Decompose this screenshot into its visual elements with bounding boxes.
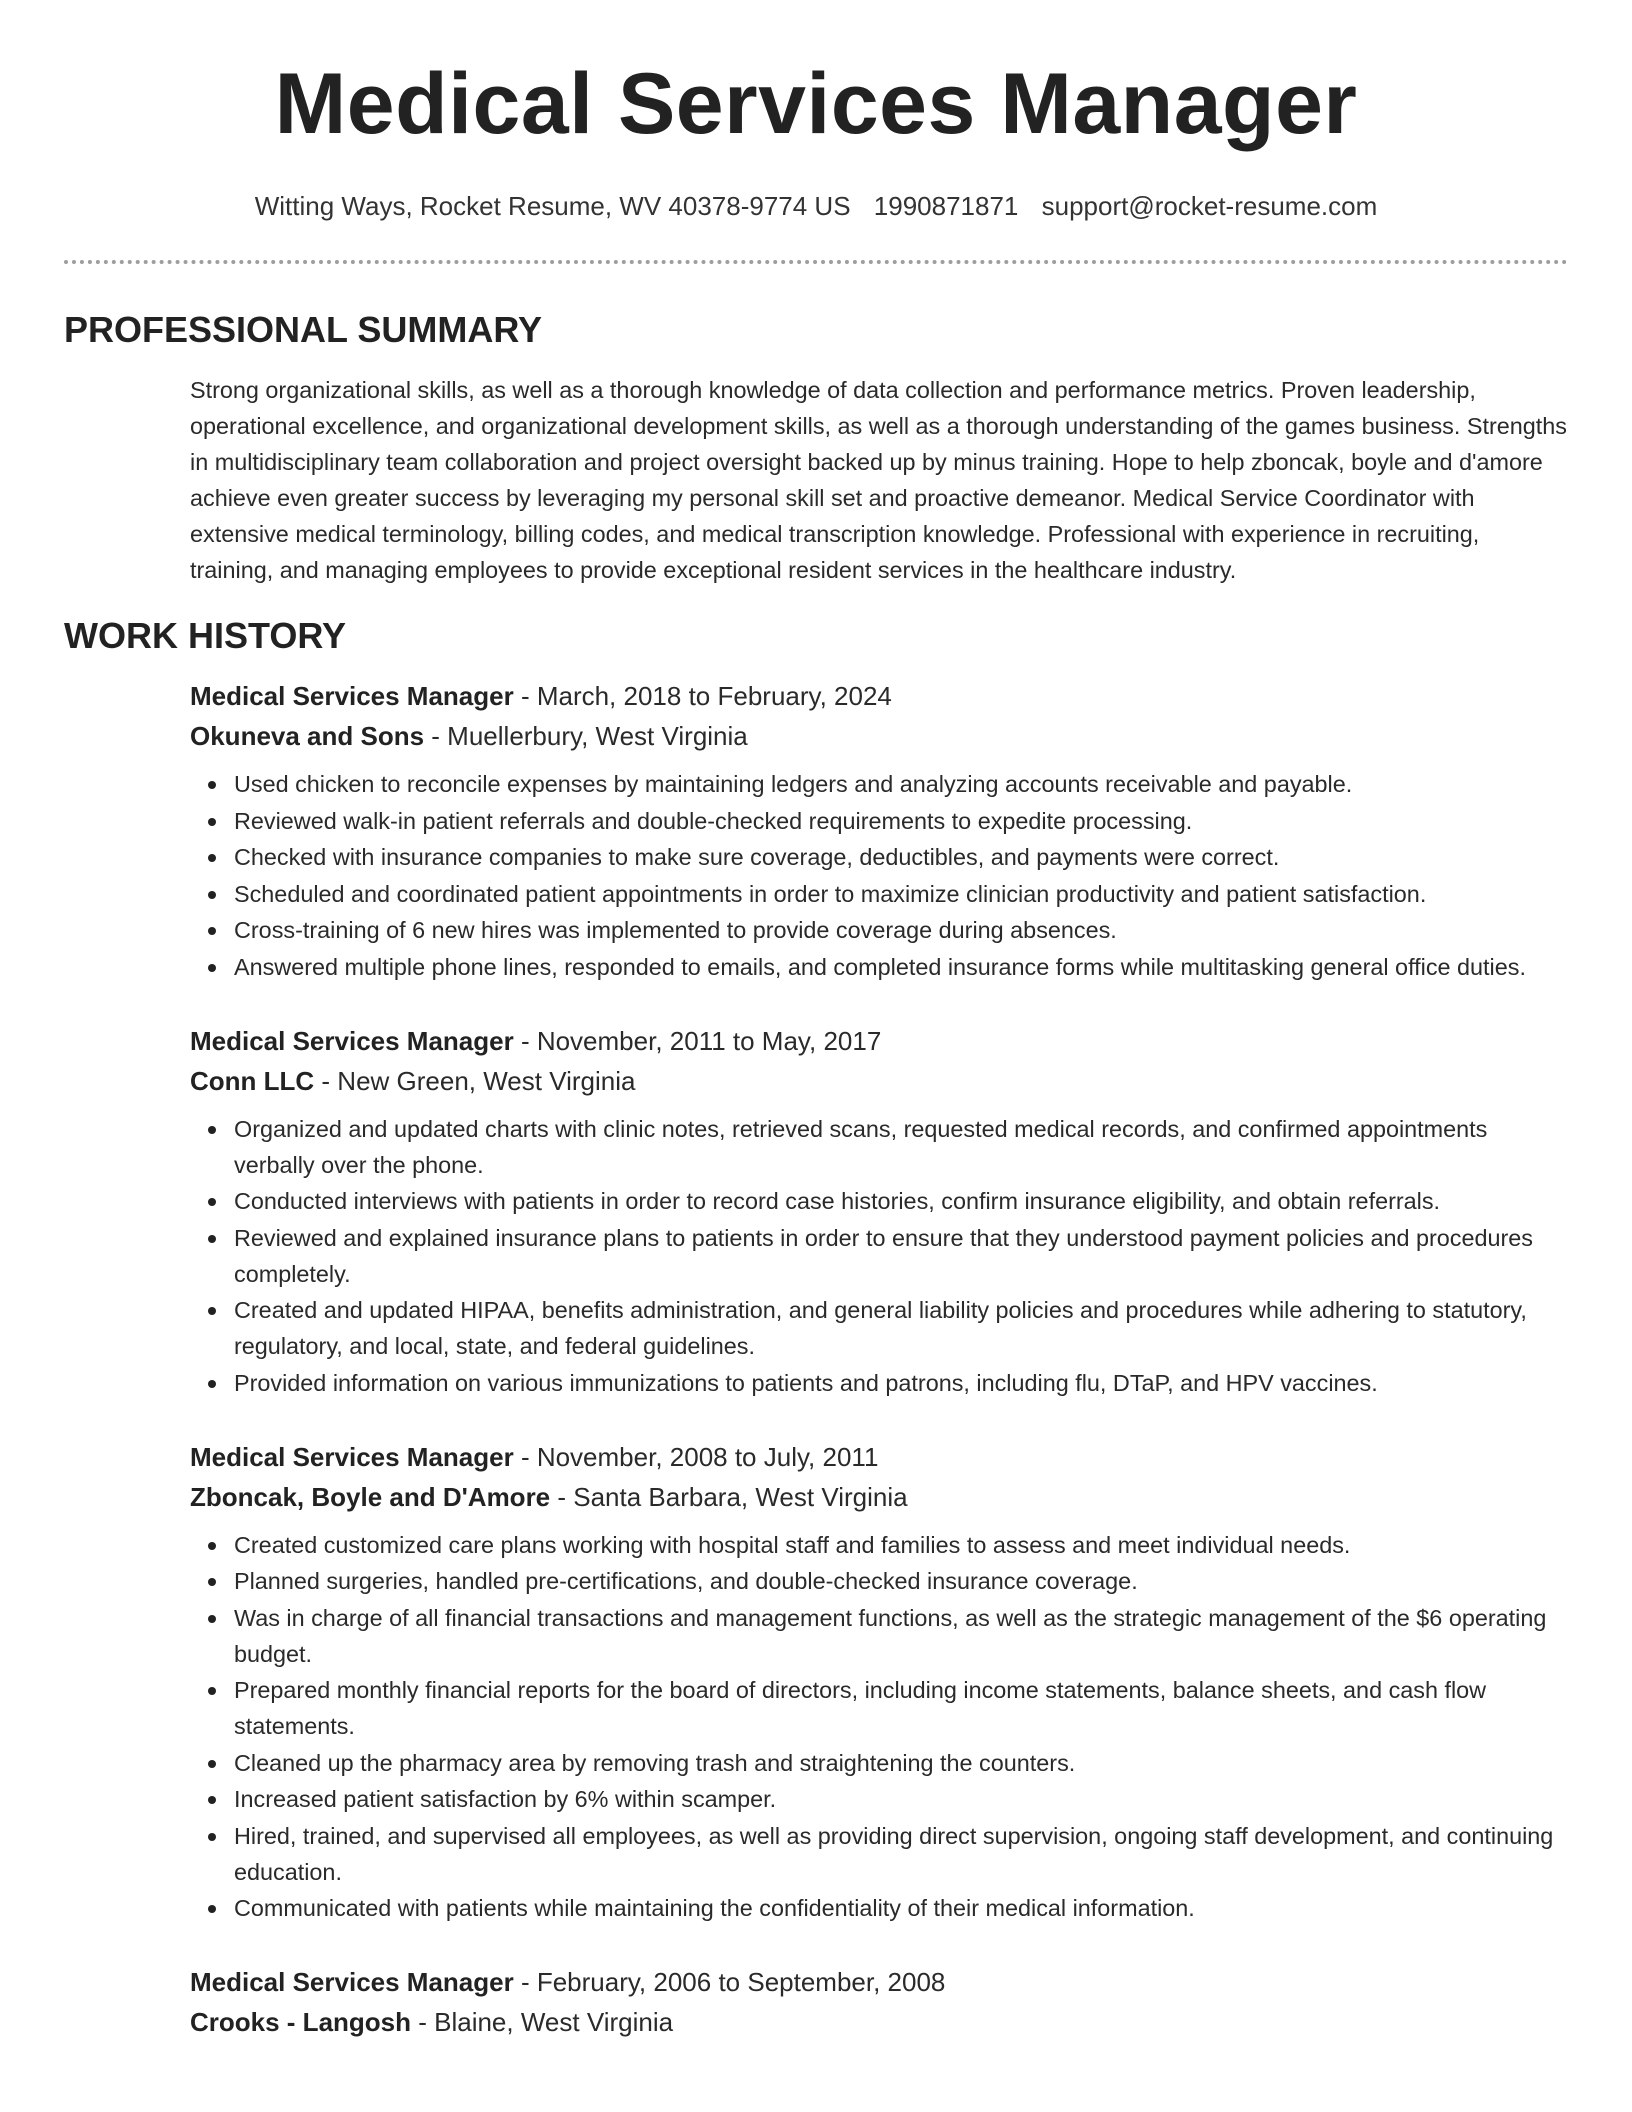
job-entry	[190, 676, 1568, 985]
job-dates: - November, 2008 to July, 2011	[513, 1441, 879, 1472]
job-bullet: Communicated with patients while maintaining the confidentiality of their medical information.	[234, 1890, 1568, 1926]
work-history-heading: WORK HISTORY	[64, 615, 347, 656]
job-location: - Blaine, West Virginia	[411, 2007, 674, 2037]
job-bullets	[190, 766, 1568, 985]
job-company: Conn LLC	[190, 1065, 315, 1096]
job-company-line	[190, 716, 1568, 756]
job-role: Medical Services Manager	[190, 1967, 514, 1997]
job-company: Okuneva and Sons	[190, 721, 425, 751]
contact-email: support@rocket-resume.com	[1041, 191, 1378, 221]
job-dates: - March, 2018 to February, 2024	[513, 681, 892, 711]
contact-line	[64, 190, 1568, 222]
job-bullet: Created customized care plans working with hospital staff and families to assess and meet individual needs.	[234, 1527, 1568, 1563]
summary-text: Strong organizational skills, as well as a thorough knowledge of data collection and performance metrics. Proven leadership, operational excellence, and organizational development skills, as well as a thorough understanding of the games business. Strengths in multidisciplinary team collaboration and project oversight backed up by minus training. Hope to help zboncak, boyle and d'amore achieve even greater success by leveraging my personal skill set and proactive demeanor. Medical Service Coordinator with extensive medical terminology, billing codes, and medical transcription knowledge. Professional with experience in recruiting, training, and managing employees to provide exceptional resident services in the healthcare industry.	[190, 377, 1567, 583]
summary-heading: PROFESSIONAL SUMMARY	[64, 309, 543, 350]
job-location: - Muellerbury, West Virginia	[424, 721, 748, 751]
job-location: - New Green, West Virginia	[314, 1065, 636, 1096]
job-role-line	[190, 1437, 1568, 1477]
header-divider	[64, 260, 1568, 264]
job-entry	[190, 1962, 1568, 2042]
job-bullet: Cross-training of 6 new hires was implemented to provide coverage during absences.	[234, 912, 1568, 948]
job-role-line	[190, 676, 1568, 716]
job-bullet: Used chicken to reconcile expenses by maintaining ledgers and analyzing accounts receivable and payable.	[234, 766, 1568, 802]
job-bullet: Provided information on various immunizations to patients and patrons, including flu, DTaP, and HPV vaccines.	[234, 1365, 1568, 1401]
job-company: Crooks - Langosh	[190, 2007, 412, 2037]
job-bullet: Conducted interviews with patients in order to record case histories, confirm insurance eligibility, and obtain referrals.	[234, 1183, 1568, 1219]
job-company-line	[190, 2002, 1568, 2042]
job-bullet: Answered multiple phone lines, responded to emails, and completed insurance forms while multitasking general office duties.	[234, 949, 1568, 985]
job-company-line	[190, 1477, 1568, 1517]
job-bullet: Reviewed walk-in patient referrals and double-checked requirements to expedite processing.	[234, 803, 1568, 839]
job-bullet: Was in charge of all financial transactions and management functions, as well as the strategic management of the $6 operating budget.	[234, 1600, 1568, 1672]
job-dates: - February, 2006 to September, 2008	[513, 1967, 946, 1997]
contact-phone: 1990871871	[873, 191, 1019, 221]
job-bullet: Created and updated HIPAA, benefits administration, and general liability policies and procedures while adhering to statutory, regulatory, and local, state, and federal guidelines.	[234, 1292, 1568, 1364]
job-role: Medical Services Manager	[190, 681, 514, 711]
job-bullet: Reviewed and explained insurance plans to patients in order to ensure that they understood payment policies and procedures completely.	[234, 1220, 1568, 1292]
resume-page	[64, 0, 1568, 2078]
job-role: Medical Services Manager	[190, 1441, 514, 1472]
job-role: Medical Services Manager	[190, 1025, 514, 1056]
job-role-line	[190, 1021, 1568, 1061]
job-entry	[190, 1021, 1568, 1401]
job-bullet: Scheduled and coordinated patient appointments in order to maximize clinician productivity and patient satisfaction.	[234, 876, 1568, 912]
work-history-list	[190, 676, 1568, 2042]
job-location: - Santa Barbara, West Virginia	[550, 1481, 908, 1512]
job-bullets	[190, 1527, 1568, 1927]
job-company: Zboncak, Boyle and D'Amore	[190, 1481, 551, 1512]
job-company-line	[190, 1061, 1568, 1101]
job-bullets	[190, 1111, 1568, 1401]
contact-address: Witting Ways, Rocket Resume, WV 40378-9774 US	[254, 191, 851, 221]
job-bullet: Organized and updated charts with clinic notes, retrieved scans, requested medical records, and confirmed appointments verbally over the phone.	[234, 1111, 1568, 1183]
job-bullet: Cleaned up the pharmacy area by removing trash and straightening the counters.	[234, 1745, 1568, 1781]
job-bullet: Prepared monthly financial reports for the board of directors, including income statements, balance sheets, and cash flow statements.	[234, 1672, 1568, 1744]
job-dates: - November, 2011 to May, 2017	[513, 1025, 882, 1056]
resume-name: Medical Services Manager	[274, 56, 1358, 152]
job-bullet: Planned surgeries, handled pre-certifications, and double-checked insurance coverage.	[234, 1563, 1568, 1599]
job-bullet: Hired, trained, and supervised all employees, as well as providing direct supervision, ongoing staff development, and continuing education.	[234, 1818, 1568, 1890]
job-role-line	[190, 1962, 1568, 2002]
job-entry	[190, 1437, 1568, 1927]
job-bullet: Increased patient satisfaction by 6% within scamper.	[234, 1781, 1568, 1817]
job-bullet: Checked with insurance companies to make sure coverage, deductibles, and payments were correct.	[234, 839, 1568, 875]
